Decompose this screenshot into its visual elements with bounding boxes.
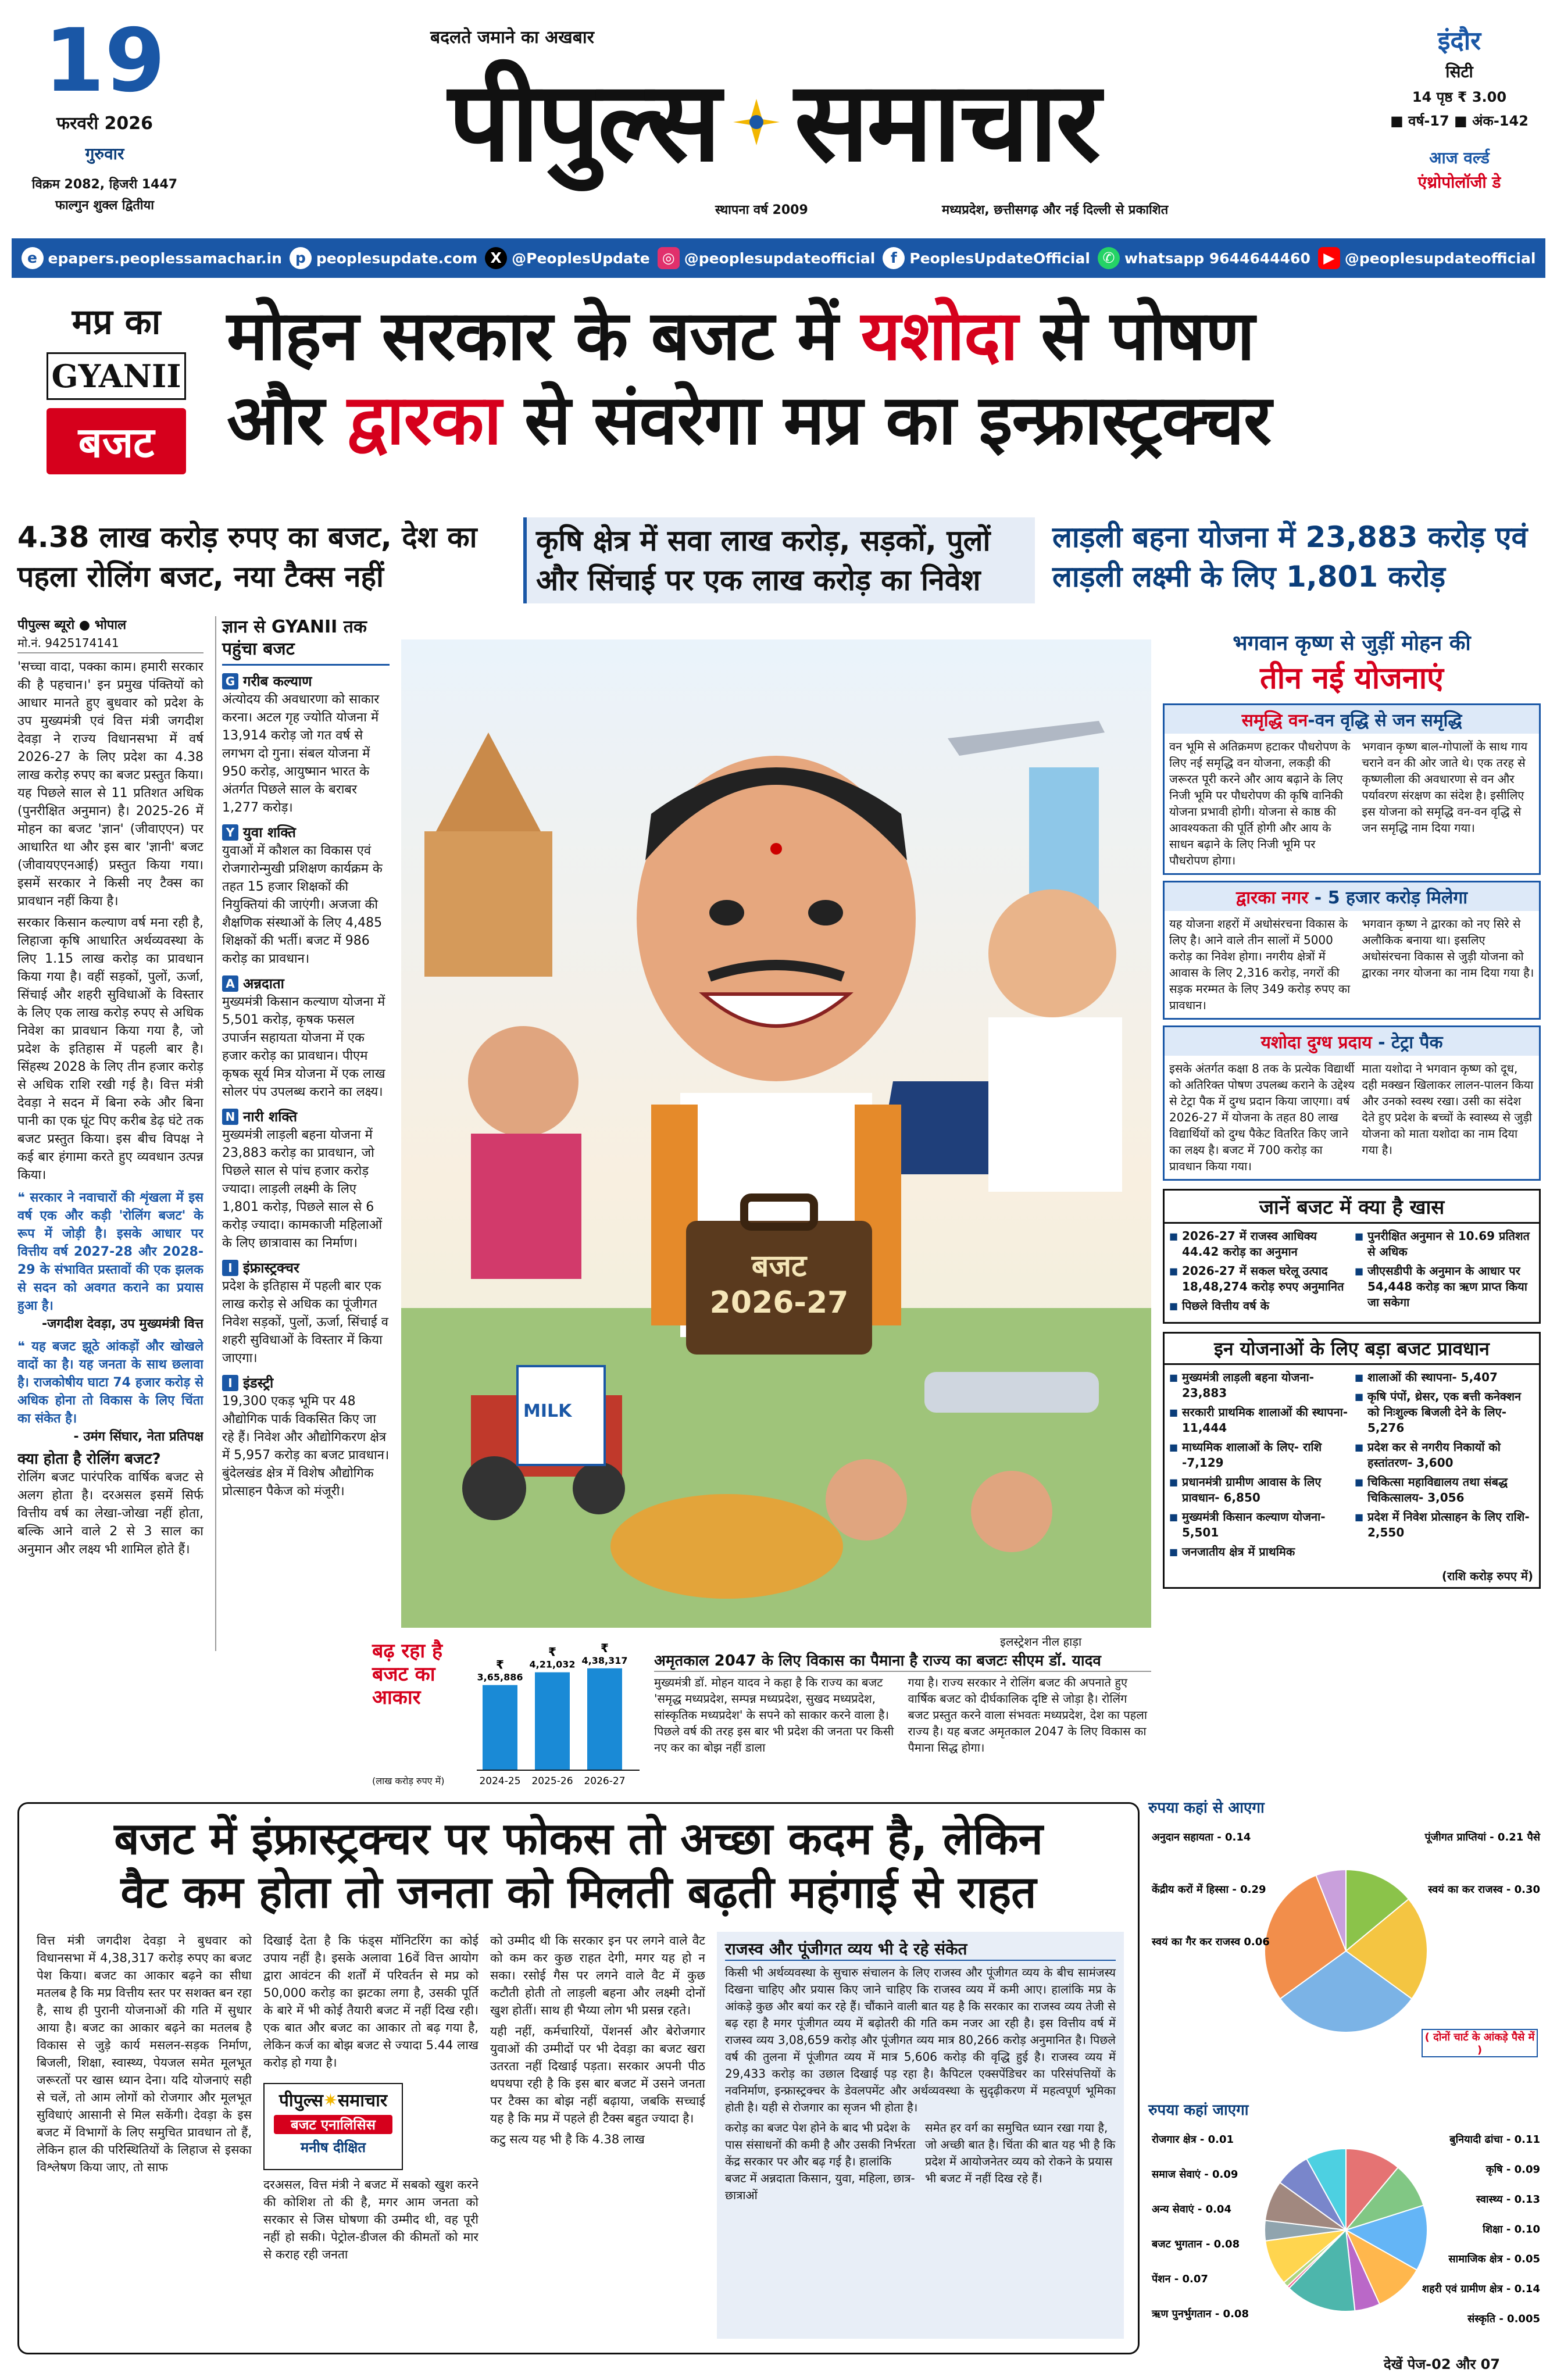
city: इंदौर	[1437, 26, 1481, 56]
year-issue: ■ वर्ष-17 ■ अंक-142	[1390, 113, 1529, 129]
rolling-text: रोलिंग बजट पारंपरिक वार्षिक बजट से अलग होता है। दरअसल इसमें सिर्फ वित्तीय वर्ष का लेखा-जोखा नहीं होता, बल्कि आने वाले 2 से 3 साल का अनुमान और लक्ष्य भी शामिल होते हैं।	[17, 1470, 203, 1557]
social-item[interactable]: X @PeoplesUpdate	[485, 247, 650, 269]
pages-price: 14 पृष्ठ ₹ 3.00	[1412, 89, 1507, 105]
social-item[interactable]: p peoplesupdate.com	[290, 247, 477, 269]
analysis-head-1: बजट में इंफ्रास्ट्रक्चर पर फोकस तो अच्छा कदम है, लेकिन	[114, 1813, 1043, 1864]
social-item[interactable]: e epapers.peoplessamachar.in	[22, 247, 282, 269]
pie-expense-box	[1148, 2099, 1544, 2354]
pie-income-title: रुपया कहां से आएगा	[1148, 1799, 1265, 1817]
provisions-note: (राशि करोड़ रुपए में)	[1441, 1569, 1533, 1583]
mobile: मो.नं. 9425174141	[17, 634, 203, 653]
samvat: विक्रम 2082, हिजरी 1447	[31, 177, 178, 192]
illustration-art	[401, 639, 1151, 1628]
quote-icon: ❝	[17, 1191, 30, 1205]
provisions-title: इन योजनाओं के लिए बड़ा बजट प्रावधान	[1165, 1334, 1539, 1365]
pie-label: केंद्रीय करों में हिस्सा - 0.29	[1152, 1884, 1266, 1896]
quote-2-by: - उमंग सिंघार, नेता प्रतिपक्ष	[73, 1430, 203, 1444]
milk-label: MILK	[523, 1401, 572, 1421]
gyan-title: ज्ञान से GYANII तक पहुंचा बजट	[222, 616, 390, 666]
bar-chart-box	[372, 1639, 640, 1796]
gyan-column	[215, 616, 390, 1651]
scheme-text: वन भूमि से अतिक्रमण हटाकर पौधरोपण के लिए नई समृद्धि वन योजना, लकड़ी की जरूरत पूरी करने और आय बढ़ाने के लिए निजी भूमि पर पौधरोपण की कृषि वानिकी योजना प्रभावी होगी। योजना से काष्ठ की आवश्यकता की पूर्ति होगी और आय के साधन बढ़ाने के लिए निजी भूमि पर पौधरोपण होगा।	[1169, 739, 1351, 867]
gyan-item: N नारी शक्ति मुख्यमंत्री लाड़ली बहना योजना में 23,883 करोड़ का प्रावधान, जो पिछले साल से पांच हजार करोड़ ज्यादा। लाड़ली लक्ष्मी के लिए 1,801 करोड़, पिछले साल से 6 करोड़ ज्यादा। कामकाजी महिलाओं के लिए छात्रावास का निर्माण।	[222, 1109, 383, 1250]
bar-label: 2026-27	[584, 1775, 626, 1787]
pie-income-box	[1148, 1796, 1544, 2099]
bar-2024-25	[483, 1685, 517, 1770]
date-weekday: गुरुवार	[85, 144, 124, 163]
kicker-line3: बजट	[47, 408, 186, 474]
gyan-item: I इंडस्ट्री 19,300 एकड़ भूमि पर 48 औद्योगिक पार्क विकसित किए जा रहे हैं। निवेश और औद्योगिकरण क्षेत्र में 5,957 करोड़ का बजट प्रावधान। बुंदेलखंड क्षेत्र में विशेष औद्योगिक प्रोत्साहन पैकेज को मंजूरी।	[222, 1375, 390, 1499]
instagram-icon: ◎	[658, 247, 680, 269]
social-item[interactable]: ✆ whatsapp 9644644460	[1098, 247, 1310, 269]
scheme-text: इसके अंतर्गत कक्षा 8 तक के प्रत्येक विद्यार्थी को अतिरिक्त पोषण उपलब्ध कराने के उद्देश्य से टेट्रा पैक में दुग्ध प्रदान किया जाएगा। वर्ष 2026-27 में योजना के तहत 80 लाख विद्यार्थियों को दुग्ध पैकेट वितरित किए जाने का लक्ष्य है। बजट में 700 करोड़ का प्रावधान किया गया।	[1169, 1062, 1355, 1173]
quote-1: ❝ सरकार ने नवाचारों की शृंखला में इस वर्ष एक और कड़ी 'रोलिंग बजट' के रूप में जोड़ी है। इसके आधार पर वित्तीय वर्ष 2027-28 और 2028-29 के संभावित प्रस्तावों की एक झलक से सदन को अवगत कराने का प्रयास हुआ है।	[17, 1191, 203, 1313]
rupee-icon: ₹	[496, 1657, 504, 1672]
x-icon: X	[485, 247, 507, 269]
scheme-dwarka: द्वारका नगर - 5 हजार करोड़ मिलेगा यह योजना शहरों में अधोसंरचना विकास के लिए है। आने वाले तीन सालों में 5000 करोड़ का निवेश होगा। नगरीय क्षेत्रों में आवास के लिए 2,316 करोड़, नगरों की सड़क मरम्मत के लिए 349 करोड़ रुपए का प्रावधान। भगवान कृष्ण ने द्वारका को नए सिरे से अलौकिक बनाया था। इसलिए अधोसंरचना विकास से जुड़ी योजना को द्वारका नगर योजना का नाम दिया गया है।	[1163, 881, 1541, 1020]
gyan-item: Y युवा शक्ति युवाओं में कौशल का विकास एवं रोजगारोन्मुखी प्रशिक्षण कार्यक्रम के तहत 15 हजार शिक्षकों की नियुक्तियां की जाएंगी। अजजा की शैक्षणिक संस्थाओं के लिए 4,485 शिक्षकों की भर्ती। बजट में 986 करोड़ का प्रावधान।	[222, 824, 383, 966]
scheme-samriddhi: समृद्धि वन-वन वृद्धि से जन समृद्धि वन भूमि से अतिक्रमण हटाकर पौधरोपण के लिए नई समृद्धि वन योजना, लकड़ी की जरूरत पूरी करने और आय बढ़ाने के लिए निजी भूमि पर पौधरोपण की कृषि वानिकी योजना प्रभावी होगी। योजना से काष्ठ की आवश्यकता की पूर्ति होगी और आय के साधन बढ़ाने के लिए निजी भूमि पर पौधरोपण होगा। भगवान कृष्ण बाल-गोपालों के साथ गाय चराने वन की ओर जाते थे। एक तरह से कृष्णलीला की अवधारणा से वन और पर्यावरण संरक्षण का संदेश है। इसीलिए इस योजना को समृद्धि वन-वन वृद्धि से जन समृद्धि नाम दिया गया।	[1163, 703, 1541, 875]
schemes-intro: भगवान कृष्ण से जुड़ीं मोहन की	[1233, 631, 1471, 655]
khas-box: जानें बजट में क्या है खास ■ 2026-27 में राजस्व आधिक्य 44.42 करोड़ का अनुमान ■ 2026-27 में सकल घरेलू उत्पाद 18,48,274 करोड़ रुपए अनुमानित ■ पिछले वित्तीय वर्ष के ■ पुनरीक्षित अनुमान से 10.69 प्रतिशत से अधिक ■ जीएसडीपी के अनुमान के आधार पर 54,448 करोड़ का ऋण प्राप्त किया जा सकेगा	[1163, 1189, 1541, 1324]
pie-label: सामाजिक क्षेत्र - 0.05	[1448, 2253, 1540, 2265]
edition-block	[1378, 22, 1541, 193]
pie-label: शहरी एवं ग्रामीण क्षेत्र - 0.14	[1422, 2283, 1540, 2296]
tagline: बदलते जमाने का अखबार	[430, 27, 594, 48]
subhead-3: लाड़ली बहना योजना में 23,883 करोड़ एवं लाड़ली लक्ष्मी के लिए 1,801 करोड़	[1052, 520, 1528, 594]
pie-expense	[1148, 2120, 1544, 2352]
today-day: एंथ्रोपोलॉजी डे	[1417, 173, 1501, 192]
bar-2025-26	[535, 1673, 570, 1770]
logo-emblem-icon	[730, 96, 783, 148]
pie-label: बजट भुगतान - 0.08	[1152, 2238, 1240, 2250]
bar-2026-27	[587, 1668, 622, 1770]
rupee-icon: ₹	[548, 1645, 556, 1659]
social-bar	[12, 238, 1545, 278]
scheme-note: माता यशोदा ने भगवान कृष्ण को दूध, दही मक्खन खिलाकर लालन-पालन किया और उनको स्वस्थ रखा। उसी का संदेश देते हुए प्रदेश के बच्चों के स्वास्थ्य से जुड़ी योजना को माता यशोदा का नाम दिया गया है।	[1362, 1062, 1534, 1157]
provisions-box: इन योजनाओं के लिए बड़ा बजट प्रावधान ■ मुख्यमंत्री लाड़ली बहना योजना- 23,883 ■ सरकारी प्राथमिक शालाओं की स्थापना- 11,444 ■ माध्यमिक शालाओं के लिए- राशि -7,129 ■ प्रधानमंत्री ग्रामीण आवास के लिए प्रावधान- 6,850 ■ मुख्यमंत्री किसान कल्याण योजना- 5,501 ■ जनजातीय क्षेत्र में प्राथमिक ■ शालाओं की स्थापना- 5,407 ■ कृषि पंपों, थ्रेसर, एक बत्ती कनेक्शन को निःशुल्क बिजली देने के लिए- 5,276 ■ प्रदेश कर से नगरीय निकायों को हस्तांतरण- 3,600 ■ चिकित्सा महाविद्यालय तथा संबद्ध चिकित्सालय- 3,056 ■ प्रदेश में निवेश प्रोत्साहन के लिए राशि- 2,550 (राशि करोड़ रुपए में)	[1163, 1332, 1541, 1589]
kicker-line2: GYANII	[47, 352, 186, 400]
bar-label: 2025-26	[531, 1775, 573, 1787]
bar-value: 4,38,317	[581, 1654, 628, 1666]
pie-label: स्वयं का कर राजस्व - 0.30	[1428, 1884, 1540, 1896]
bar-value: 4,21,032	[529, 1659, 576, 1670]
social-item[interactable]: ◎ @peoplesupdateofficial	[658, 247, 876, 269]
subhead-2: कृषि क्षेत्र में सवा लाख करोड़, सड़कों, पुलों और सिंचाई पर एक लाख करोड़ का निवेश	[523, 517, 1035, 603]
today-label: आज वर्ल्ड	[1429, 148, 1490, 167]
pie-label: अनुदान सहायता - 0.14	[1152, 1831, 1251, 1843]
analysis-section	[17, 1802, 1140, 2354]
globe-icon: p	[290, 247, 312, 269]
para: सरकार किसान कल्याण वर्ष मना रही है, लिहाजा कृषि आधारित अर्थव्यवस्था के लिए 1.15 लाख करोड़ का प्रावधान किया गया है। वहीं सड़कों, पुलों, ऊर्जा, सिंचाई और शहरी सुविधाओं के विस्तार के लिए एक लाख करोड़ रुपए से अधिक निवेश का प्रावधान किया गया है, जो प्रदेश के इतिहास में पहली बार है। सिंहस्थ 2028 के लिए तीन हजार करोड़ से अधिक राशि रखी गई है। वित्त मंत्री देवड़ा ने सदन में बिना रुके और बिना पानी का एक घूंट पिए करीब डेढ़ घंटे तक बजट प्रस्तुत किया। इस बीच विपक्ष ने कई बार हंगामा करते हुए व्यवधान उत्पन्न किया।	[17, 916, 203, 1182]
rolling-head: क्या होता है रोलिंग बजट?	[17, 1450, 161, 1468]
established: स्थापना वर्ष 2009	[715, 203, 808, 217]
capex-head: राजस्व और पूंजीगत व्यय भी दे रहे संकेत	[725, 1938, 1116, 1961]
analysis-col-2b: दरअसल, वित्त मंत्री ने बजट में सबको खुश करने की कोशिश तो की है, मगर आम जनता को सरकार से जिस घोषणा की उम्मीद थी, वह पूरी नहीं हो सकी। पेट्रोल-डीजल की कीमतों को मार से कराह रही जनता	[263, 2178, 478, 2261]
scheme-text: यह योजना शहरों में अधोसंरचना विकास के लिए है। आने वाले तीन सालों में 5000 करोड़ का निवेश होगा। नगरीय क्षेत्रों में आवास के लिए 2,316 करोड़, नगरों की सड़क मरम्मत के लिए 349 करोड़ रुपए का प्रावधान।	[1169, 917, 1351, 1012]
whatsapp-icon: ✆	[1098, 247, 1120, 269]
right-column	[1163, 628, 1541, 1785]
briefcase-label: बजट 2026-27	[709, 1249, 849, 1320]
analysis-badge: पीपुल्स✷समाचार बजट एनालिसिस मनीष दीक्षित	[263, 2083, 403, 2170]
analysis-col-1: वित्त मंत्री जगदीश देवड़ा ने बुधवार को विधानसभा में 4,38,317 करोड़ रुपए का बजट पेश किया। बजट का आकार बढ़ने का सीधा मतलब है कि मप्र वित्तीय स्तर पर सशक्त बन रहा है, साथ ही पुरानी योजनाओं की गति में सुधार आया है। बजट का आकार बढ़ने का मतलब है विकास से जुड़े कार्य मसलन-सड़क निर्माण, बिजली, शिक्षा, स्वास्थ्य, पेयजल समेत मूलभूत जरूरतों पर खास ध्यान देना। यदि योजनाएं सही से चलें, तो आम लोगों को रोजगार और मूलभूत सुविधाएं आसानी से मिल सकेंगी। देवड़ा के इस बजट में विभागों के लिए समुचित प्रावधान तो हैं, लेकिन हाल की परिस्थितियों के लिहाज से इसका विश्लेषण किया जाए, तो साफ	[37, 1934, 252, 2174]
pie-label: कृषि - 0.09	[1485, 2163, 1540, 2176]
date-block	[17, 10, 192, 238]
analysis-author: मनीष दीक्षित	[300, 2139, 366, 2156]
date-day: 19	[44, 10, 166, 112]
gyan-item: I इंफ्रास्ट्रक्चर प्रदेश के इतिहास में पहली बार एक लाख करोड़ से अधिक का पूंजीगत निवेश सड़कों, पुलों, ऊर्जा, सिंचाई व शहरी सुविधाओं के विस्तार में किया जाएगा।	[222, 1260, 388, 1366]
pie-label: शिक्षा - 0.10	[1483, 2223, 1540, 2236]
pie-label: बुनियादी ढांचा - 0.11	[1449, 2134, 1540, 2146]
scheme-note: भगवान कृष्ण बाल-गोपालों के साथ गाय चराने वन की ओर जाते थे। एक तरह से कृष्णलीला की अवधारणा से वन और पर्यावरण संरक्षण का संदेश है। इसीलिए इस योजना को समृद्धि वन-वन वृद्धि से जन समृद्धि नाम दिया गया।	[1362, 739, 1528, 835]
quote-1-by: -जगदीश देवड़ा, उप मुख्यमंत्री वित्त	[41, 1317, 203, 1331]
scheme-note: भगवान कृष्ण ने द्वारका को नए सिरे से अलौकिक बनाया था। इसलिए अधोसंरचना विकास से जुड़ी योजना को द्वारका नगर योजना का नाम दिया गया है।	[1362, 917, 1534, 980]
youtube-icon: ▶	[1318, 247, 1340, 269]
analysis-head-2: वैट कम होता तो जनता को मिलती बढ़ती महंगाई से राहत	[120, 1866, 1037, 1918]
gyan-item: G गरीब कल्याण अंत्योदय की अवधारणा को साकार करना। अटल गृह ज्योति योजना में 13,914 करोड़ जो गत वर्ष से लगभग दो गुना। संबल योजना में 950 करोड़, आयुष्मान भारत के अंतर्गत पिछले साल के बराबर 1,277 करोड़।	[222, 673, 380, 815]
social-item[interactable]: ▶ @peoplesupdateofficial	[1318, 247, 1536, 269]
kicker-line1: मप्र का	[72, 302, 161, 342]
illustration-credit: इलस्ट्रेशन नील हाड़ा	[1000, 1635, 1082, 1649]
pie-label: रोजगार क्षेत्र - 0.01	[1152, 2134, 1234, 2146]
pie-label: अन्य सेवाएं - 0.04	[1152, 2203, 1231, 2215]
analysis-label: बजट एनालिसिस	[274, 2115, 392, 2134]
pie-note: ( दोनों चार्ट के आंकड़े पैसे में )	[1422, 2029, 1538, 2057]
subhead-1: 4.38 लाख करोड़ रुपए का बजट, देश का पहला रोलिंग बजट, नया टैक्स नहीं	[17, 520, 477, 594]
quote-2: ❝ यह बजट झूठे आंकड़ों और खोखले वादों का है। यह जनता के साथ छलावा है। राजकोषीय घाटा 74 हजार करोड़ से अधिक होना तो विकास के लिए चिंता का संकेत है।	[17, 1339, 203, 1426]
footer-note: देखें पेज-02 और 07	[1384, 2356, 1501, 2372]
pie-label: पेंशन - 0.07	[1152, 2273, 1208, 2285]
social-item[interactable]: f PeoplesUpdateOfficial	[883, 247, 1090, 269]
bar-chart-unit: (लाख करोड़ रुपए में)	[372, 1775, 445, 1786]
pie-expense-title: रुपया कहां जाएगा	[1148, 2102, 1249, 2119]
kicker-box	[23, 296, 209, 488]
logo-star-icon: ✷	[323, 2090, 338, 2111]
para: 'सच्चा वादा, पक्का काम। हमारी सरकार की है पहचान।' इन प्रमुख पंक्तियों को आधार मानते हुए बुधवार को प्रदेश के उप मुख्यमंत्री एवं वित्त मंत्री जगदीश देवड़ा ने राज्य विधानसभा में वर्ष 2026-27 के लिए प्रदेश का 4.38 लाख करोड़ रुपए का बजट प्रस्तुत किया। यह पिछले साल से 11 प्रतिशत अधिक (पुनरीक्षित अनुमान) है। 2025-26 में मोहन का बजट 'ज्ञान' (जीवाएएन) पर आधारित था और इस बार 'ज्ञानी' बजट (जीवायएएनआई) प्रस्तुत किया गया। इसमें सरकार ने किसी नए टैक्स का प्रावधान नहीं किया है।	[17, 660, 203, 909]
facebook-icon: f	[883, 247, 905, 269]
bar-chart-title: बढ़ रहा है बजट का आकार	[372, 1639, 443, 1709]
bar-label: 2024-25	[479, 1775, 521, 1787]
pie-label: स्वयं का गैर कर राजस्व 0.06	[1152, 1936, 1270, 1948]
pie-label: संस्कृति - 0.005	[1467, 2313, 1540, 2325]
newspaper-name	[279, 52, 1267, 192]
lead-headline: मोहन सरकार के बजट में यशोदा से पोषण और द्वारका से संवरेगा मप्र का इन्फ्रास्ट्रक्चर	[227, 295, 1272, 460]
khas-title: जानें बजट में क्या है खास	[1165, 1191, 1539, 1224]
capex-box: राजस्व और पूंजीगत व्यय भी दे रहे संकेत किसी भी अर्थव्यवस्था के सुचारु संचालन के लिए राजस्व और पूंजीगत व्यय के बीच सामंजस्य दिखना चाहिए और प्रयास किए जाने चाहिए कि राजस्व व्यय में कमी आए। हालांकि मप्र के आंकड़े कुछ और बयां कर रहे हैं। चौंकाने वाली बात यह है कि सरकार का राजस्व व्यय तेजी से बढ़ रहा है मगर पूंजीगत व्यय में बढ़ोतरी की गति कम नजर आ रही है। इस वित्तीय वर्ष में राजस्व व्यय 3,08,659 करोड़ और पूंजीगत व्यय मात्र 80,266 करोड़ अनुमानित है। पिछले वर्ष की तुलना में पूंजीगत व्यय में मात्र 5,606 करोड़ की वृद्धि हुई है। राजस्व व्यय में 29,433 करोड़ का उछाल दिखाई पड़ रहा है। कैपिटल एक्सपेंडिचर का परिसंपत्तियों के नवनिर्माण, इन्फ्रास्ट्रक्चर के डेवलपमेंट और अर्थव्यवस्था के सुदृढ़ीकरण में महत्वपूर्ण भूमिका होती है। यही से रोजगार का सृजन भी होता है। करोड़ का बजट पेश होने के बाद भी प्रदेश के पास संसाधनों की कमी है और उसकी निर्भरता केंद्र सरकार पर और बढ़ गई है। हालांकि बजट में अन्नदाता किसान, युवा, महिला, छात्र-छात्राओं समेत हर वर्ग का समुचित ध्यान रखा गया है, जो अच्छी बात है। चिंता की बात यह भी है कि प्रदेश में आयोजनेतर व्यय को रोकने के प्रयास भी बजट में नहीं दिख रहे हैं।	[717, 1932, 1124, 2339]
name-left: पीपुल्स	[448, 58, 719, 186]
bar-value: 3,65,886	[477, 1671, 523, 1683]
tithi: फाल्गुन शुक्ल द्वितीया	[55, 198, 154, 213]
illustration	[401, 639, 1151, 1628]
analysis-col-3: को उम्मीद थी कि सरकार इन पर लगने वाले वैट को कम कर कुछ राहत देगी, मगर यह हो न सका। रसोई गैस पर लगने वाले वैट में कुछ कटौती होती तो लाड़ली बहना और लक्ष्मी दोनों खुश होतीं। साथ ही भैय्या लोग भी प्रसन्न रहते। यही नहीं, कर्मचारियों, पेंशनर्स और बेरोजगार युवाओं की उम्मीदों पर भी देवड़ा का बजट खरा उतरता नहीं दिखाई पड़ता। सरकार अपनी पीठ थपथपा रही है कि इस बार बजट में उसने जनता पर टैक्स का बोझ नहीं बढ़ाया, जबकि सच्चाई यह है कि मप्र में पहले ही टैक्स बहुत ज्यादा है। कटु सत्य यह भी है कि 4.38 लाख	[490, 1934, 705, 2146]
name-right: समाचार	[794, 58, 1099, 186]
amrit-head: अमृतकाल 2047 के लिए विकास का पैमाना है राज्य का बजटः सीएम डॉ. यादव	[654, 1651, 1151, 1672]
web-icon: e	[22, 247, 44, 269]
quote-icon: ❝	[17, 1339, 32, 1354]
analysis-col-2a: दिखाई देता है कि फंड्स मॉनिटरिंग का कोई उपाय नहीं है। इसके अलावा 16वें वित्त आयोग द्वारा आवंटन की शर्तों में परिवर्तन से मप्र को 50,000 करोड़ का झटका लगा है, उसकी पूर्ति के बारे में भी कोई तैयारी बजट में नहीं दिख रही। एक बात और बजट का आकार तो बढ़ गया है, लेकिन कर्ज का बोझ बजट से ज्यादा 5.44 लाख करोड़ हो गया है।	[263, 1934, 478, 2070]
pie-label: समाज सेवाएं - 0.09	[1152, 2168, 1238, 2181]
scheme-yashoda: यशोदा दुग्ध प्रदाय - टेट्रा पैक इसके अंतर्गत कक्षा 8 तक के प्रत्येक विद्यार्थी को अतिरिक्त पोषण उपलब्ध कराने के उद्देश्य से टेट्रा पैक में दुग्ध प्रदान किया जाएगा। वर्ष 2026-27 में योजना के तहत 80 लाख विद्यार्थियों को दुग्ध पैकेट वितरित किए जाने का लक्ष्य है। बजट में 700 करोड़ का प्रावधान किया गया। माता यशोदा ने भगवान कृष्ण को दूध, दही मक्खन खिलाकर लालन-पालन किया और उनको स्वस्थ रखा। उसी का संदेश देते हुए प्रदेश के बच्चों के स्वास्थ्य से जुड़ी योजना को माता यशोदा का नाम दिया गया है।	[1163, 1025, 1541, 1181]
gyan-item: A अन्नदाता मुख्यमंत्री किसान कल्याण योजना में 5,501 करोड़, कृषक फसल उपार्जन सहायता योजना में एक हजार करोड़ का प्रावधान। पीएम कृषक सूर्य मित्र योजना में एक लाख सोलर पंप उपलब्ध कराने का लक्ष्य।	[222, 975, 385, 1099]
pie-label: स्वास्थ्य - 0.13	[1476, 2193, 1540, 2206]
edition: सिटी	[1445, 62, 1473, 81]
bar-chart	[471, 1639, 640, 1796]
pie-label: ऋण पुनर्भुगतान - 0.08	[1152, 2308, 1249, 2320]
rupee-icon: ₹	[601, 1641, 609, 1655]
pie-label: पूंजीगत प्राप्तियां - 0.21 पैसे	[1424, 1831, 1540, 1843]
date-month: फरवरी 2026	[56, 113, 153, 134]
amrit-story: अमृतकाल 2047 के लिए विकास का पैमाना है राज्य का बजटः सीएम डॉ. यादव मुख्यमंत्री डॉ. मोहन यादव ने कहा है कि राज्य का बजट 'समृद्ध मध्यप्रदेश, सम्पन्न मध्यप्रदेश, सुखद मध्यप्रदेश, सांस्कृतिक मध्यप्रदेश' के सपने को साकार करने वाला है। पिछले वर्ष की तरह इस बार भी प्रदेश की जनता पर किसी नए कर का बोझ नहीं डाला गया है। राज्य सरकार ने रोलिंग बजट की अपनाते हुए वार्षिक बजट को दीर्घकालिक दृष्टि से जोड़ा है। रोलिंग बजट प्रस्तुत करने वाला संभवतः मध्यप्रदेश, देश का पहला राज्य है। यह बजट अमृतकाल 2047 के लिए विकास का पैमाना सिद्ध होगा।	[654, 1651, 1151, 1791]
column-1	[17, 616, 203, 1668]
byline: पीपुल्स ब्यूरो ● भोपाल	[17, 618, 127, 632]
published-from: मध्यप्रदेश, छत्तीसगढ़ और नई दिल्ली से प्रकाशित	[942, 203, 1169, 217]
schemes-title: तीन नई योजनाएं	[1260, 661, 1444, 696]
